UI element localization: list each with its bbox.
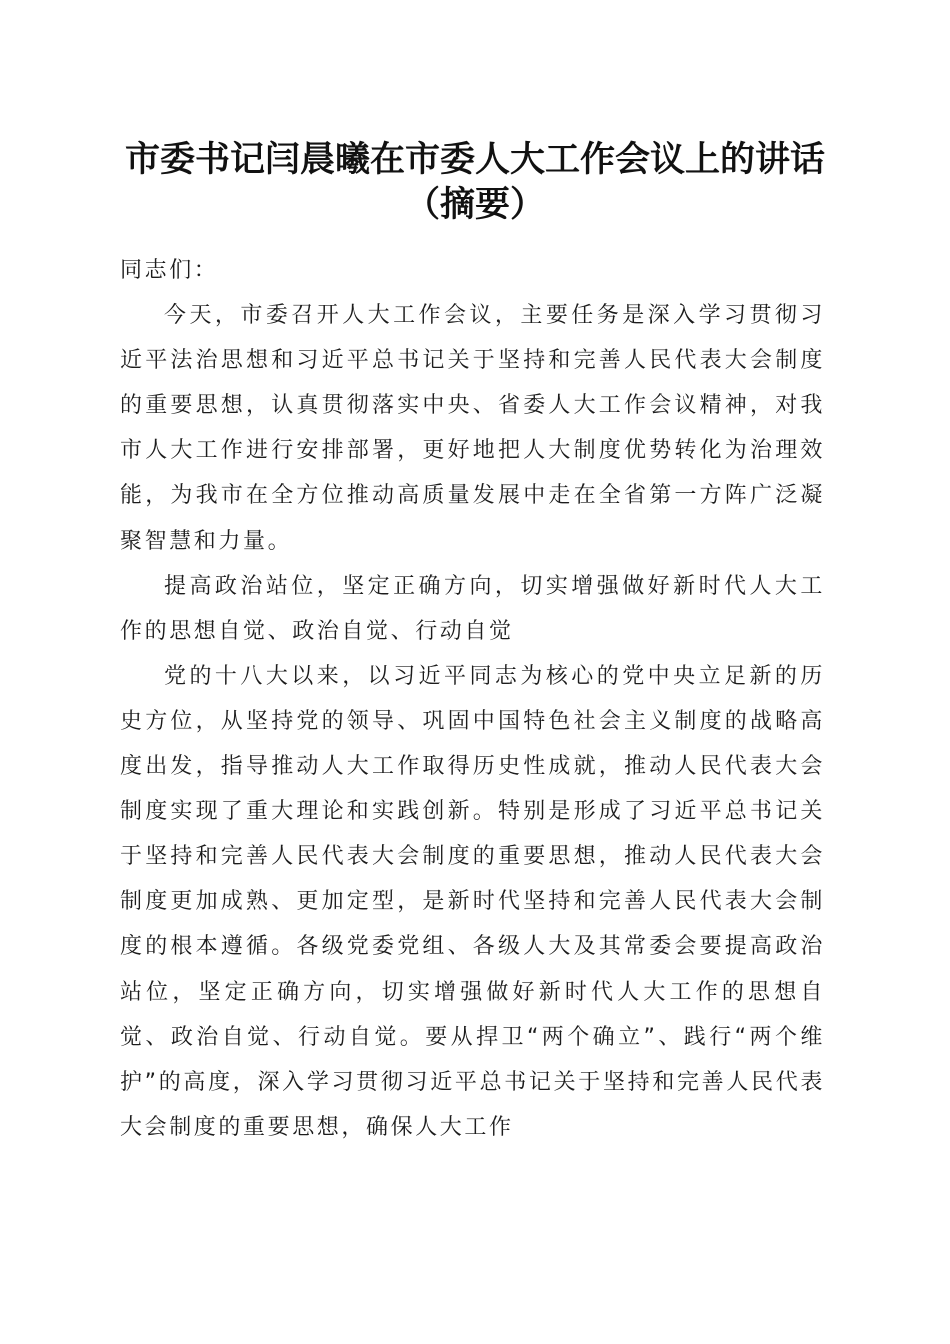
document-body (120, 248, 825, 1150)
document-subtitle: （摘要） (404, 184, 545, 225)
section-heading: 提高政治站位，坚定正确方向，切实增强做好新时代人大工作的思想自觉、政治自觉、行动自觉 (120, 573, 825, 644)
paragraph-1: 今天，市委召开人大工作会议，主要任务是深入学习贯彻习近平法治思想和习近平总书记关于坚持和完善人民代表大会制度的重要思想，认真贯彻落实中央、省委人大工作会议精神，对我市人大工作进行安排部署，更好地把人大制度优势转化为治理效能，为我市在全方位推动高质量发展中走在全省第一方阵广泛凝聚智慧和力量。 (120, 303, 825, 554)
salutation: 同志们： (120, 258, 219, 283)
document-title: 市委书记闫晨曦在市委人大工作会议上的讲话 (124, 139, 825, 180)
paragraph-3: 党的十八大以来，以习近平同志为核心的党中央立足新的历史方位，从坚持党的领导、巩固中国特色社会主义制度的战略高度出发，指导推动人大工作取得历史性成就，推动人民代表大会制度实现了重大理论和实践创新。特别是形成了习近平总书记关于坚持和完善人民代表大会制度的重要思想，推动人民代表大会制度更加成熟、更加定型，是新时代坚持和完善人民代表大会制度的根本遵循。各级党委党组、各级人大及其常委会要提高政治站位，坚定正确方向，切实增强做好新时代人大工作的思想自觉、政治自觉、行动自觉。要从捍卫“两个确立”、践行“两个维护”的高度，深入学习贯彻习近平总书记关于坚持和完善人民代表大会制度的重要思想，确保人大工作 (120, 663, 825, 1140)
